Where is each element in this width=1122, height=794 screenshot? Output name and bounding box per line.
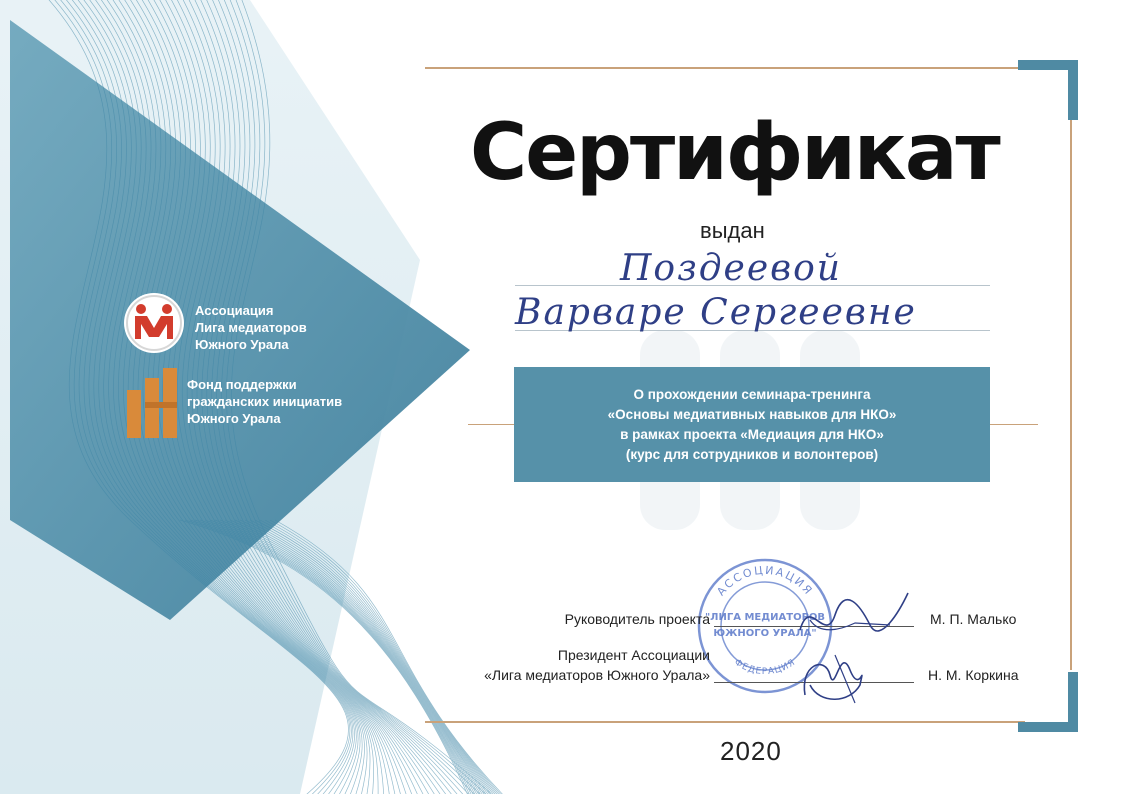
president-label-line-1: Президент Ассоциации [557, 647, 710, 663]
president-name: Н. М. Коркина [928, 667, 1019, 683]
course-description-box [514, 367, 990, 482]
project-lead-label: Руководитель проекта [564, 611, 710, 627]
association-logo [123, 292, 185, 359]
certificate-title: Сертификат [470, 108, 999, 198]
issued-label: выдан [700, 218, 765, 243]
right-frame-line [1070, 120, 1072, 670]
certificate-year: 2020 [720, 736, 782, 766]
course-box-right-rule [990, 424, 1038, 425]
handwritten-signatures [780, 585, 920, 710]
bottom-right-corner-accent-v [1068, 672, 1078, 732]
association-name-line-3: Южного Урала [195, 337, 289, 352]
fund-building-icon [125, 368, 181, 440]
recipient-given-names: Варваре Сергеевне [515, 292, 917, 333]
top-right-corner-accent-v [1068, 60, 1078, 120]
fund-name-line-2: гражданских инициатив [187, 394, 343, 409]
stamp-center-line-1: "ЛИГА МЕДИАТОРОВ [704, 612, 826, 623]
course-box-left-rule [468, 424, 514, 425]
fund-name-line-1: Фонд поддержки [187, 377, 297, 392]
course-line-2: «Основы медиативных навыков для НКО» [607, 406, 897, 422]
stamp-ring-top: АССОЦИАЦИЯ [714, 563, 816, 599]
top-frame-line [425, 67, 1025, 69]
fund-name-line-3: Южного Урала [187, 411, 281, 426]
mediators-league-icon [123, 292, 185, 354]
course-line-4: (курс для сотрудников и волонтеров) [625, 446, 879, 462]
association-name-line-1: Ассоциация [195, 303, 274, 318]
stamp-ring-bottom: ФЕДЕРАЦИЯ [732, 657, 798, 678]
recipient-surname: Поздеевой [620, 248, 842, 289]
fund-logo [125, 368, 181, 445]
bottom-frame-line [425, 721, 1025, 723]
course-line-1: О прохождении семинара-тренинга [633, 386, 871, 402]
project-lead-name: М. П. Малько [930, 611, 1017, 627]
course-line-3: в рамках проекта «Медиация для НКО» [620, 426, 884, 442]
stamp-center-line-2: ЮЖНОГО УРАЛА" [713, 628, 817, 639]
president-label-line-2: «Лига медиаторов Южного Урала» [484, 667, 710, 683]
association-name-line-2: Лига медиаторов [195, 320, 307, 335]
